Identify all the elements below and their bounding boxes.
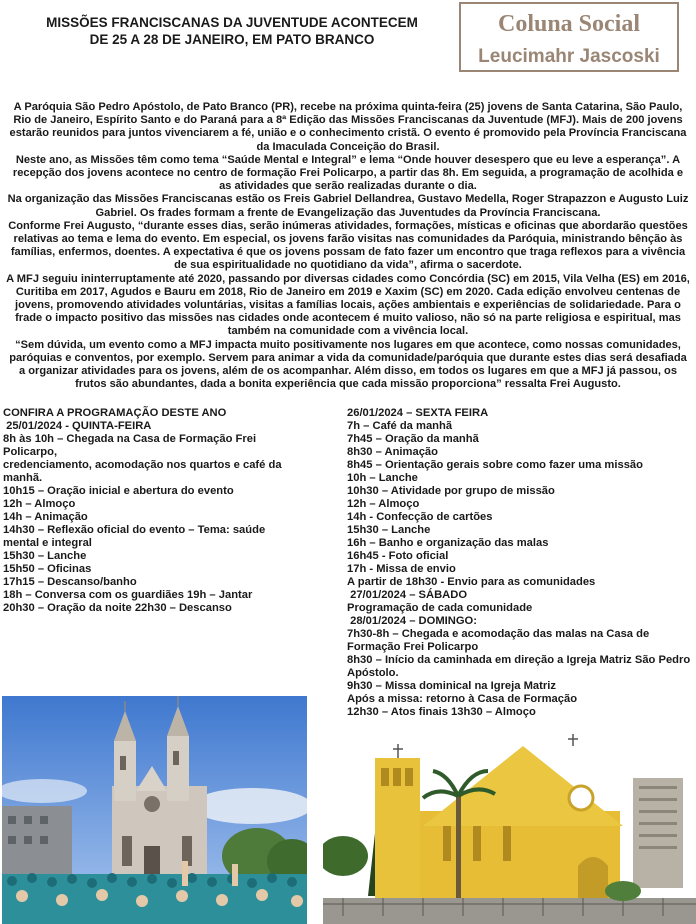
schedule-item: 7h – Café da manhã	[347, 420, 453, 432]
schedule-item: 12h – Almoço	[3, 498, 76, 510]
article-body	[6, 101, 690, 391]
schedule-item: 7h45 – Oração da manhã	[347, 433, 479, 445]
article-paragraph: A MFJ seguiu ininterruptamente até 2020, passando por diversas cidades como Concórdia (SC) em 2015, Vila Velha (ES) em 2016, Curitiba em 2017, Agudos e Bauru em 2018, Rio de Janeiro em 2019 e Xaxim (SC) em 2020. Cada edição envolveu centenas de jovens, promovendo atividades voluntárias, visitas a famílias locais, ações ambientais e experiências de solidariedade. Para o frade o impacto positivo das missões nas cidades onde acontecem é muito valioso, não só na parte religiosa e espiritual, mas também na comunidade com a vivência local.	[6, 272, 690, 338]
schedule-item: 17h15 – Descanso/banho	[3, 576, 137, 588]
schedule-item: 17h - Missa de envio	[347, 563, 456, 575]
schedule-item: Após a missa: retorno à Casa de Formação	[347, 693, 578, 705]
schedule-day-heading: 25/01/2024 - QUINTA-FEIRA	[3, 420, 152, 432]
schedule-item: 18h – Conversa com os guardiães 19h – Jantar	[3, 589, 253, 601]
schedule-item: 12h30 – Atos finais 13h30 – Almoço	[347, 706, 536, 718]
schedule-item: 16h45 - Foto oficial	[347, 550, 449, 562]
article-paragraph: “Sem dúvida, um evento como a MFJ impacta muito positivamente nos lugares em que acontece, como nossas comunidades, paróquias e conventos, por exemplo. Servem para animar a vida da comunidade/paróquia que durante estes dias será desafiada a organizar atividades para os jovens, além de os acompanhar. Além disso, em todos os lugares em que a MFJ já passou, os frutos são abundantes, dada a bonita experiência que cada missão proporciona” ressalta Frei Augusto.	[9, 338, 687, 391]
schedule-item: 8h30 – Início da caminhada em direção a Igreja Matriz São Pedro Apóstolo.	[347, 654, 693, 679]
schedule-day-heading: 27/01/2024 – SÁBADO	[347, 589, 468, 601]
yellow-church-photo	[323, 726, 696, 924]
schedule-item: 7h30-8h – Chegada e acomodação das malas na Casa de Formação Frei Policarpo	[347, 628, 653, 653]
cathedral-crowd-photo	[2, 696, 307, 924]
schedule-item: 14h30 – Reflexão oficial do evento – Tema: saúde mental e integral	[3, 524, 269, 549]
schedule-item: 10h15 – Oração inicial e abertura do evento	[3, 485, 234, 497]
headline	[20, 14, 444, 48]
schedule-item: 16h – Banho e organização das malas	[347, 537, 549, 549]
schedule-item: A partir de 18h30 - Envio para as comunidades	[347, 576, 596, 588]
schedule-column-left	[3, 407, 303, 615]
schedule-day-heading: 28/01/2024 – DOMINGO:	[347, 615, 477, 627]
schedule-column-right	[347, 407, 692, 719]
column-header-box	[459, 2, 679, 72]
schedule-item: credenciamento, acomodação nos quartos e café da manhã.	[3, 459, 285, 484]
schedule-item: 14h - Confecção de cartões	[347, 511, 493, 523]
schedule-item: 9h30 – Missa dominical na Igreja Matriz	[347, 680, 556, 692]
schedule-day-heading: 26/01/2024 – SEXTA FEIRA	[347, 407, 489, 419]
article-paragraph: Neste ano, as Missões têm como tema “Saúde Mental e Integral” e lema “Onde houver desespero que eu leve a esperança”. A recepção dos jovens acontece no centro de formação Frei Policarpo, a partir das 8h. Em seguida, a programação de acolhida e as atividades que serão realizadas durante o dia.	[12, 153, 684, 193]
column-author: Leucimahr Jascoski	[478, 46, 660, 67]
article-paragraph: Na organização das Missões Franciscanas estão os Freis Gabriel Dellandrea, Gustavo Medella, Roger Strapazzon e Augusto Luiz Gabriel. Os frades formam a frente de Evangelização das Juventudes da Província Franciscana.	[7, 193, 689, 219]
schedule-item: 14h – Animação	[3, 511, 88, 523]
article-paragraph: A Paróquia São Pedro Apóstolo, de Pato Branco (PR), recebe na próxima quinta-feira (25) jovens de Santa Catarina, São Paulo, Rio de Janeiro, Espírito Santo e do Paraná para a 8ª Edição das Missões Franciscanas da Juventude (MFJ). Mais de 200 jovens estarão reunidos para juntos vivenciarem a fé, união e o conhecimento cristã. O evento é promovido pela Província Franciscana da Imaculada Conceição do Brasil.	[9, 101, 687, 153]
headline-line-1: MISSÕES FRANCISCANAS DA JUVENTUDE ACONTECEM	[46, 15, 418, 30]
schedule-heading: CONFIRA A PROGRAMAÇÃO DESTE ANO	[3, 407, 227, 419]
schedule-item: 20h30 – Oração da noite 22h30 – Descanso	[3, 602, 232, 614]
schedule-item: 15h30 – Lanche	[3, 550, 87, 562]
schedule-item: 12h – Almoço	[347, 498, 420, 510]
schedule-item: 8h30 – Animação	[347, 446, 438, 458]
schedule-item: 15h30 – Lanche	[347, 524, 431, 536]
schedule-item: 8h45 – Orientação gerais sobre como fazer uma missão	[347, 459, 643, 471]
column-title: Coluna Social	[497, 11, 641, 37]
headline-line-2: DE 25 A 28 DE JANEIRO, EM PATO BRANCO	[89, 32, 375, 47]
schedule-item: Programação de cada comunidade	[347, 602, 533, 614]
schedule-item: 15h50 – Oficinas	[3, 563, 92, 575]
article-paragraph: Conforme Frei Augusto, “durante esses dias, serão inúmeras atividades, formações, místicas e oficinas que abordarão questões relativas ao tema e lema do evento. Em especial, os jovens farão visitas nas comunidades da Paróquia, ministrando bênção às famílias, enfermos, doentes. A expectativa é que os jovens possam de fato fazer um encontro que traga reflexos para a vivência de sua espiritualidade no quotidiano da vida”, afirma o sacerdote.	[8, 219, 688, 272]
schedule-item: 10h30 – Atividade por grupo de missão	[347, 485, 555, 497]
schedule-item: 10h – Lanche	[347, 472, 418, 484]
schedule-item: 8h às 10h – Chegada na Casa de Formação Frei Policarpo,	[3, 433, 260, 458]
